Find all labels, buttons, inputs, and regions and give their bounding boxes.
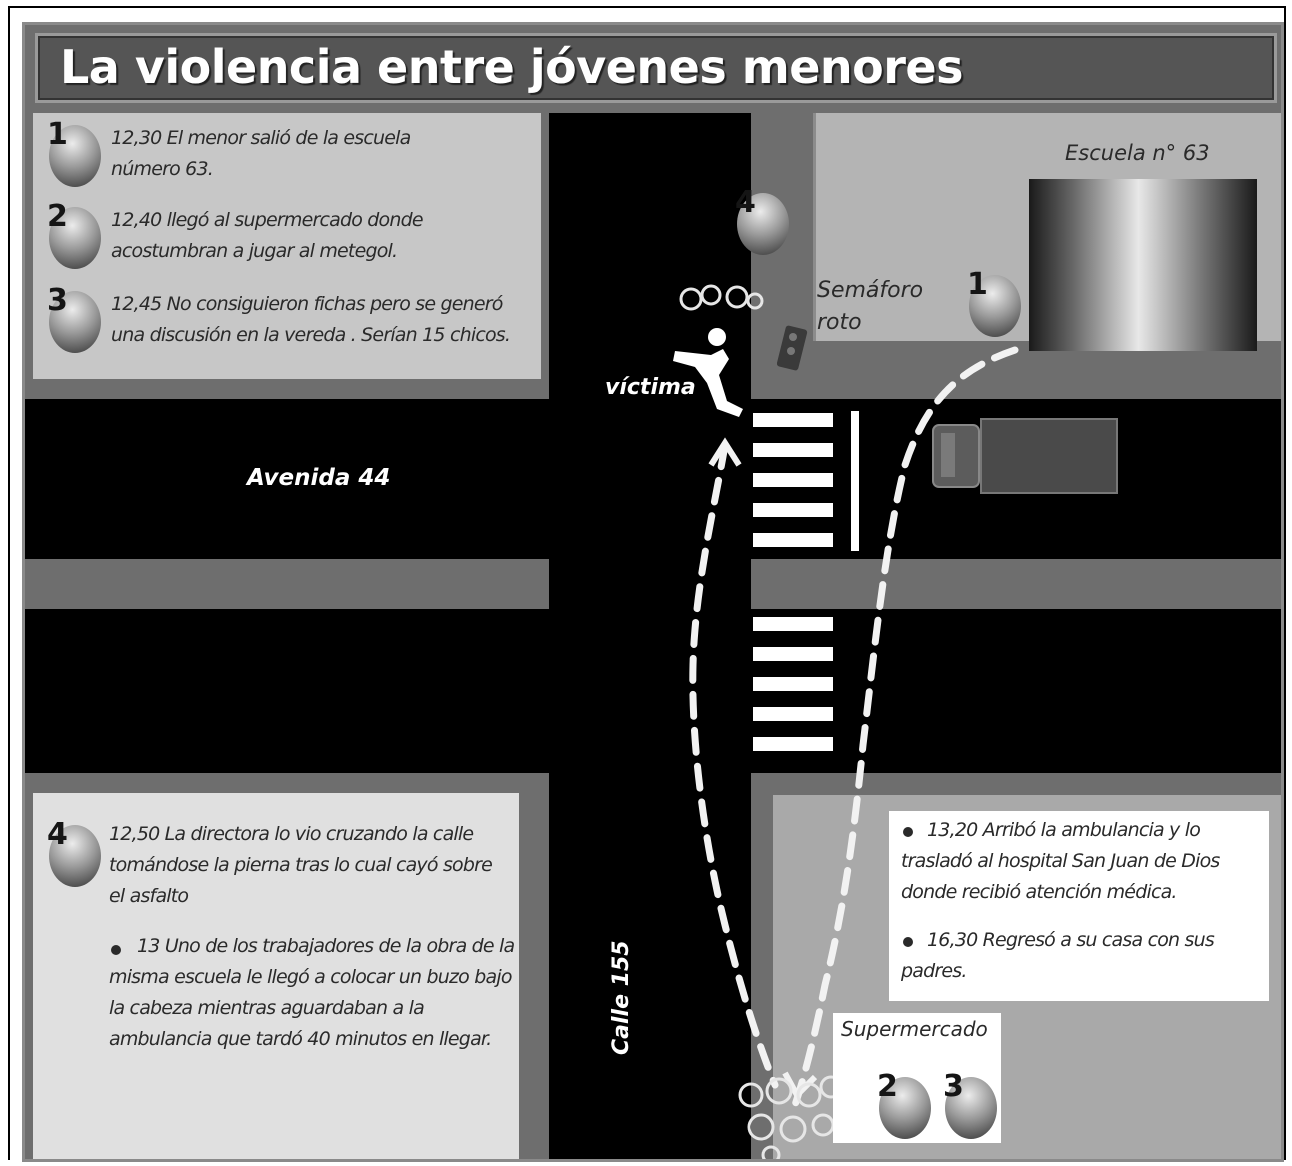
avenue-label: Avenida 44: [247, 465, 391, 491]
school-label: Escuela n° 63: [1065, 141, 1210, 165]
infographic-panel: [22, 22, 1284, 1162]
timeline-note-2: 12,40 llegó al supermercado donde acostumbran a jugar al metegol.: [111, 209, 423, 262]
timeline-note-6: 16,30 Regresó a su casa con sus padres.: [901, 929, 1214, 982]
timeline-note-4-bullet: 13 Uno de los trabajadores de la obra de la misma escuela le llegó a colocar un buzo bajo la cabeza mientras aguardaban a la ambulancia que tardó 40 minutos en llegar.: [109, 935, 515, 1050]
school-building: [1029, 179, 1257, 351]
traffic-light-label: Semáforo roto: [817, 278, 924, 335]
timeline-note-3: 12,45 No consiguieron fichas pero se generó una discusión en la vereda . Serían 15 chicos.: [111, 293, 511, 346]
page-title: La violencia entre jóvenes menores: [60, 40, 963, 94]
marker-1-school: 1: [969, 275, 1021, 337]
timeline-note-1: 12,30 El menor salió de la escuela número 63.: [111, 127, 411, 180]
supermarket-label: Supermercado: [841, 1017, 988, 1041]
crowd-icon: [675, 277, 765, 323]
street-label: Calle 155: [609, 940, 634, 1055]
victim-label: víctima: [605, 375, 696, 400]
traffic-light-icon: [777, 321, 813, 375]
marker-4-street: 4: [737, 193, 789, 255]
timeline-marker-2: 2: [49, 207, 101, 269]
truck-icon: [931, 415, 1121, 497]
timeline-marker-1: 1: [49, 125, 101, 187]
timeline-note-5: 13,20 Arribó la ambulancia y lo trasladó al hospital San Juan de Dios donde recibió atención médica.: [901, 819, 1220, 903]
marker-3-supermarket: 3: [945, 1077, 997, 1139]
marker-2-supermarket: 2: [879, 1077, 931, 1139]
timeline-marker-3: 3: [49, 291, 101, 353]
timeline-note-4: 12,50 La directora lo vio cruzando la calle tomándose la pierna tras lo cual cayó sobre el asfalto: [109, 823, 493, 907]
timeline-marker-4: 4: [49, 825, 101, 887]
